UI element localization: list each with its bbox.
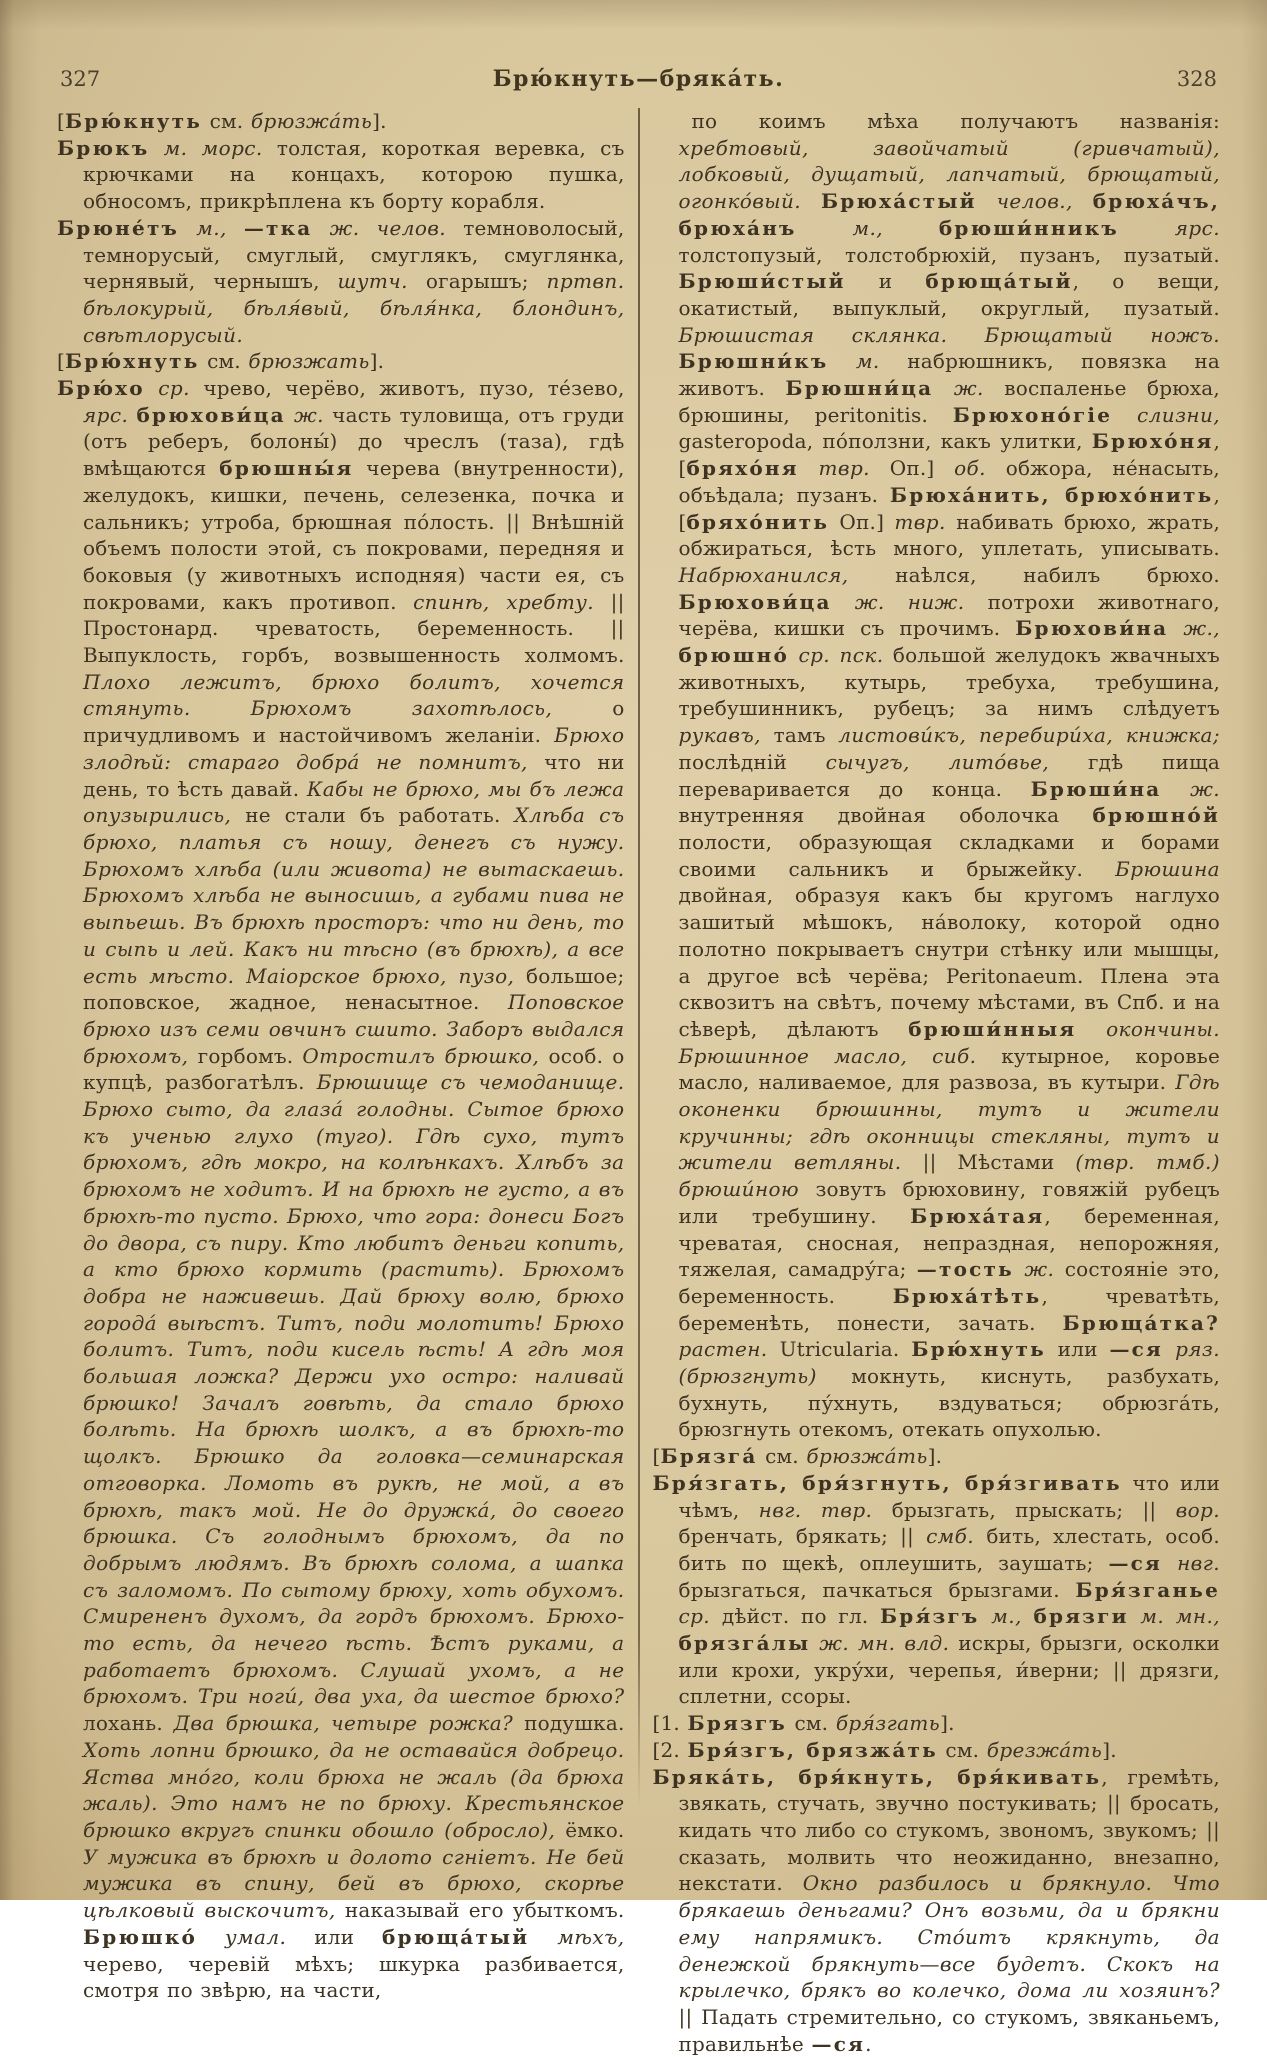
text-segment: бренчать, брякать; || — [678, 1524, 927, 1549]
entry-bryazga-ref — [653, 1443, 1221, 1470]
text-segment: Набрюханился, — [678, 562, 896, 587]
text-segment: Брюха́стый — [820, 189, 977, 214]
text-segment: Брюшни́ца — [785, 376, 934, 401]
text-segment: брязги — [1033, 1604, 1129, 1629]
text-segment: нвг. твр. — [758, 1497, 892, 1522]
text-segment: м., — [979, 1604, 1034, 1629]
text-segment: ярс. — [83, 402, 137, 427]
text-segment: не стали бъ работать. — [245, 803, 515, 828]
text-segment: —ся — [1108, 1550, 1163, 1575]
text-segment: или — [314, 1924, 383, 1949]
text-segment: Поповское брюхо изъ семи овчинъ сшито. Заборъ выдался брюхомъ, — [83, 990, 625, 1068]
text-segment: Два брюшка, четыре рожка? — [173, 1711, 525, 1736]
text-segment: см. — [786, 1711, 836, 1736]
text-segment: —тка — [243, 215, 313, 240]
text-segment: и — [845, 269, 926, 294]
text-segment: ж. мн. влд. — [810, 1631, 959, 1656]
text-segment: внутренняя двойная оболочка — [678, 803, 1093, 828]
text-segment: || Мѣстами — [922, 1150, 1076, 1175]
text-segment: Гдѣ оконенки брюшинны, тутъ и жители кручинны; гдѣ оконницы стекляны, тутъ и жители ветляны. — [678, 1070, 1220, 1175]
text-segment: Брю́кнуть — [65, 109, 203, 133]
text-segment: черева (внутренности), желудокъ, кишки, печень, селезенка, почка и сальникъ; утроба, брюшная по́лость. || Внѣшній объемъ полости этой, съ покровами, передняя и боковыя (у животныхъ исподняя) части ея, съ покровами, какъ противоп. — [83, 456, 625, 614]
text-segment: [ — [57, 349, 66, 374]
column-divider — [638, 108, 640, 1806]
text-segment: Utricularia. — [779, 1337, 912, 1362]
text-segment: Брязга́ — [660, 1444, 758, 1469]
text-segment: мокнуть, киснуть, разбухать, бухнуть, пу́хнуть, вздуваться; обрюзга́ть, брюзгнуть отекомъ, отекать опухолью. — [678, 1364, 1220, 1442]
text-segment: состояніе это, беременность. — [678, 1257, 1220, 1308]
text-segment: Брюне́тъ — [57, 215, 180, 240]
running-title: Брю́кнуть—бряка́ть. — [492, 66, 785, 92]
text-segment: брюши́нникъ — [938, 215, 1119, 240]
text-segment: м. — [828, 349, 908, 374]
text-segment: Брязгъ — [687, 1711, 787, 1736]
text-segment: набрюшникъ, повязка на животъ. — [678, 349, 1220, 401]
text-segment: см. — [757, 1444, 807, 1469]
entry-bryukhnut-ref — [57, 348, 625, 375]
text-segment: Брюшина — [1115, 856, 1220, 881]
text-segment: Окно разбилось и брякнуло. Что брякаешь деньгами? Онъ возьми, да и брякни ему напрямикъ. Сто́итъ крякнуть, да денежкой брякнуть—все будетъ. Скокъ на крылечко, брякъ во колечко, дома ли хозяинъ? — [678, 1871, 1220, 2003]
text-segment: см. — [202, 109, 251, 133]
text-segment: Бря́згать, бря́згнуть, бря́згивать — [652, 1470, 1122, 1495]
text-segment: брюха́чъ, брюха́нъ — [678, 189, 1220, 240]
text-segment: твр. — [798, 456, 890, 481]
text-segment: послѣдній — [678, 749, 826, 774]
text-segment: смб. — [926, 1524, 987, 1549]
text-segment: ярс. — [1118, 215, 1220, 240]
text-segment: мѣхъ, — [529, 1924, 625, 1949]
text-segment: , [ — [678, 429, 1220, 481]
text-segment: бряхо́нить — [686, 509, 830, 534]
entry-bryunet — [57, 215, 625, 349]
text-segment: брюща́тый — [925, 269, 1073, 294]
text-segment: Брюхо́ня — [1091, 429, 1214, 454]
entry-bryazg-ref-2 — [653, 1737, 1221, 1764]
text-segment: или — [1045, 1337, 1110, 1362]
text-segment: челов., — [976, 189, 1093, 214]
text-segment: растен. — [678, 1337, 780, 1362]
text-segment: Брюхо злодѣй: стараго добра́ не помнитъ, — [83, 723, 625, 774]
text-segment: ж. — [1161, 776, 1220, 801]
text-segment: огарышъ; — [425, 269, 547, 294]
text-segment: потрохи животнаго, черёва, кишки съ прочимъ. — [678, 589, 1220, 641]
text-segment: Брюшище съ чемоданище. Брюхо сыто, да глаза́ голодны. Сытое брюхо къ ученью глухо (туго). Гдѣ сухо, тутъ брюхомъ, гдѣ мокро, на колѣнкахъ. Хлѣбъ за брюхомъ не ходитъ. И на брюхѣ не густо, а въ брюхѣ-то пусто. Брюхо, что гора: донеси Богъ до двора, съ пиру. Кто любитъ деньги копить, а кто брюхо кормить (растить). Брюхомъ добра не наживешь. Дай брюху волю, брюхо города́ выѣстъ. Титъ, поди молотить! Брюхо болитъ. Титъ, поди кисель ѣсть! А гдѣ моя большая ложка? Держи ухо остро: наливай брюшко! Зачалъ говѣть, да стало брюхо болѣть. На брюхѣ шолкъ, а въ брюхѣ-то щолкъ. Брюшко да головка—семинарская отговорка. Ломоть въ рукѣ, не мой, а въ брюхѣ, такъ мой. Не до дружка́, до своего брюшка. Съ голоднымъ брюхомъ, да по добрымъ людямъ. Въ брюхѣ солома, а шапка съ заломомъ. По сытому брюху, хоть обухомъ. Смирененъ духомъ, да гордъ брюхомъ. Брюхо-то есть, да нечего ѣсть. Ѣстъ руками, а работаетъ брюхомъ. Слушай ухомъ, а не брюхомъ. Три ноги́, два уха, да шестое брюхо? — [83, 1070, 625, 1709]
text-segment: искры, брызги, осколки или крохи, укру́хи, черепья, и́верни; || дрязги, сплетни, ссоры. — [678, 1631, 1220, 1709]
text-segment: большой желудокъ жвачныхъ животныхъ, кутырь, требуха, требушина, требушинникъ, рубецъ; за нимъ слѣдуетъ — [678, 643, 1220, 721]
text-segment: черево, черевій мѣхъ; шкурка разбивается, смотря по звѣрю, на части, — [83, 1951, 625, 2003]
text-segment: набивать брюхо, жрать, обжираться, ѣсть много, уплетать, уписывать. — [678, 509, 1221, 561]
text-segment: брюши́нныя — [908, 1016, 1077, 1041]
text-segment: темноволосый, темнорусый, смуглый, смуглякъ, смуглянка, чернявый, чернышъ, — [83, 215, 625, 294]
text-segment: брюшны́я — [219, 456, 354, 481]
text-segment: лохань. — [83, 1711, 174, 1736]
text-segment: обжора, не́насыть, объѣдала; пузанъ. — [678, 456, 1220, 507]
text-segment: , гремѣть, звякать, стучать, звучно постукивать; || бросать, кидать что либо со стукомъ, звономъ, звукомъ; || сказать, молвить что неожиданно, внезапно, некстати. — [678, 1764, 1220, 1896]
text-segment: ]. — [927, 1444, 943, 1469]
text-segment: твр. — [894, 509, 957, 534]
text-segment: м. морс. — [149, 135, 277, 160]
text-segment: брезжа́ть — [986, 1737, 1103, 1762]
text-segment: чрево, черёво, животъ, пузо, те́зево, — [203, 376, 625, 401]
entry-bryazgat — [653, 1470, 1221, 1710]
text-segment: Брюшни́къ — [678, 349, 829, 374]
text-segment: см. — [199, 349, 249, 374]
right-column — [652, 108, 1221, 2056]
text-segment: горбомъ. — [197, 1043, 303, 1068]
text-segment: рукавъ, — [678, 723, 774, 748]
text-segment: брязга́лы — [678, 1631, 811, 1656]
text-segment: брызгать, прыскать; || — [891, 1497, 1176, 1522]
text-segment: о причудливомъ и настойчивомъ желаніи. — [83, 696, 625, 748]
text-segment: бряхо́ня — [686, 456, 799, 481]
page-number-right: 328 — [1176, 67, 1217, 91]
text-segment: толстопузый, толстобрюхій, пузанъ, пузатый. — [678, 242, 1220, 267]
text-segment: , беременная, чреватая, сносная, непраздная, непорожняя, тяжелая, самадру́га; — [678, 1203, 1220, 1282]
text-segment: ср. пск. — [789, 643, 893, 668]
text-segment: Брю́хнуть — [65, 349, 200, 374]
text-segment: Брюкъ — [57, 135, 150, 160]
text-segment: ряз. (брюзгнуть) — [678, 1337, 1220, 1389]
text-segment: Брюща́тка? — [1062, 1310, 1220, 1335]
text-segment: ]. — [1102, 1737, 1117, 1762]
text-segment: Бряка́ть, бря́кнуть, бря́кивать — [652, 1764, 1102, 1789]
text-segment: ]. — [940, 1711, 955, 1736]
text-segment: дѣйст. по гл. — [721, 1604, 881, 1629]
text-segment: || Простонард. чреватость, беременность. || Выпуклость, горбъ, возвышенность холмомъ. — [83, 589, 625, 668]
text-segment: зовутъ брюховину, говяжій рубецъ или требушину. — [678, 1177, 1220, 1228]
text-segment: Бря́зганье — [1075, 1577, 1220, 1602]
text-segment: [ — [652, 1444, 661, 1469]
text-segment: бить, хлестать, особ. бить по щекѣ, оплеушить, заушать; — [678, 1524, 1220, 1575]
text-segment: часть туловища, отъ груди (отъ реберъ, болоны́) до чреслъ (таза), гдѣ вмѣщаются — [83, 402, 625, 481]
text-segment: большое; поповское, жадное, ненасытное. — [83, 963, 625, 1015]
text-segment: У мужика въ брюхѣ и долото сгніетъ. Не бей мужика въ спину, бей въ брюхо, скорѣе цѣлковый выскочитъ, — [83, 1844, 625, 1923]
text-segment: ]. — [369, 349, 385, 374]
text-segment: ж. — [285, 402, 333, 427]
text-segment: брызгаться, пачкаться брызгами. — [678, 1577, 1076, 1602]
text-segment: м. мн., — [1128, 1604, 1220, 1629]
text-segment: ср. — [678, 1604, 722, 1629]
text-segment: гдѣ пища переваривается до конца. — [678, 749, 1220, 801]
text-segment: шутч. — [337, 269, 426, 294]
text-segment: Оп.] — [889, 456, 955, 481]
text-segment: спинѣ, хребту. — [413, 589, 611, 614]
text-segment: Бря́згъ, брязжа́ть — [687, 1737, 938, 1762]
text-segment: двойная, образуя какъ бы кругомъ наглухо зашитый мѣшокъ, на́волоку, которой одно полотно покрываетъ снутри стѣнку или мышцы, а другое всѣ черёва; Peritonaeum. Плена эта сквозитъ на свѣтъ, почему мѣстами, въ Спб. и на сѣверѣ, дѣлаютъ — [678, 883, 1220, 1041]
text-segment: об. — [954, 456, 1006, 481]
text-segment: gasteropoda, по́ползни, какъ улитки, — [678, 429, 1092, 454]
text-segment: Кабы не брюхо, мы бъ лежа опузырились, — [83, 776, 625, 828]
text-segment: умал. — [197, 1924, 315, 1949]
text-segment: ж. — [1013, 1257, 1065, 1282]
text-segment: —тость — [916, 1257, 1014, 1282]
text-segment: Брюши́на — [1030, 776, 1162, 801]
text-segment: листови́къ, перебири́ха, книжка; — [838, 723, 1220, 748]
text-segment: Брюха́нить, брюхо́нить — [889, 482, 1214, 507]
text-segment: ёмко. — [565, 1818, 625, 1842]
text-segment: ж. челов. — [312, 215, 464, 240]
text-segment: ср. — [144, 376, 204, 401]
text-segment: Брюхоно́гіе — [952, 402, 1113, 427]
text-segment: м., — [179, 215, 244, 240]
text-segment: . — [865, 2031, 872, 2056]
text-segment: брюхови́ца — [136, 402, 286, 427]
text-segment: толстая, короткая веревка, съ крючками на концахъ, которою пушка, обносомъ, прикрѣплена къ борту корабля. — [83, 135, 625, 214]
text-segment: по коимъ мѣха получаютъ названія: — [691, 109, 1220, 133]
text-segment: ж. — [933, 376, 1005, 401]
page-header — [60, 66, 1217, 92]
text-segment: что или чѣмъ, — [678, 1470, 1221, 1522]
text-segment: Хлѣба съ брюхо, платья съ ношу, денегъ съ нужу. Брюхомъ хлѣба (или живота) не вытаскаешь. Брюхомъ хлѣба не выносишь, а губами пива не выпьешь. Въ брюхѣ просторъ: что ни день, то и сыпь и лей. Какъ ни тѣсно (въ брюхѣ), а все есть мѣсто. Маіорское брюхо, пузо, — [83, 803, 625, 988]
entry-bryuknut-ref — [57, 108, 625, 135]
text-segment: Брюха́тѣть — [892, 1283, 1042, 1308]
text-segment: слизни, — [1112, 402, 1220, 427]
text-segment: —ся — [811, 2031, 866, 2056]
text-segment: Брюшко́ — [83, 1924, 198, 1949]
text-segment: Брю́хо — [57, 376, 145, 401]
text-segment: брюшно́й — [1092, 803, 1220, 828]
text-segment: что ни день, то ѣсть давай. — [83, 749, 625, 801]
entry-bryakat — [653, 1764, 1221, 2057]
left-column — [57, 108, 625, 2003]
entry-bryukho — [57, 375, 625, 2004]
page-body — [57, 108, 1221, 2056]
text-segment: [2. — [652, 1737, 688, 1762]
text-segment: кутырное, коровье масло, наливаемое, для развоза, въ кутыри. — [678, 1043, 1220, 1095]
text-segment: брюзжа́ть — [806, 1444, 928, 1469]
text-segment: ж. ниж. — [831, 589, 988, 614]
text-segment: брюща́тый — [382, 1924, 530, 1949]
text-segment: брюшно́ — [678, 643, 790, 668]
text-segment: Брюхови́на — [1015, 616, 1169, 641]
text-segment: окончины. Брюшинное масло, сиб. — [678, 1016, 1221, 1068]
text-segment: ж., — [1168, 616, 1220, 641]
page-number-left: 327 — [60, 67, 101, 91]
text-segment: подушка. — [524, 1711, 625, 1736]
entry-bryuk — [57, 135, 625, 215]
text-segment: пртвп. бѣлокурый, бѣля́вый, бѣля́нка, блондинъ, свѣтлорусый. — [83, 269, 625, 347]
text-segment: || Падать стремительно, со стукомъ, звяканьемъ, правильнѣе — [678, 2004, 1220, 2056]
text-segment: м., — [796, 215, 939, 240]
text-segment: Брюха́тая — [910, 1203, 1045, 1228]
text-segment: наѣлся, набилъ брюхо. — [895, 562, 1220, 587]
text-segment: —ся — [1109, 1337, 1164, 1362]
text-segment: вор. — [1175, 1497, 1221, 1522]
text-segment: особ. о купцѣ, разбогатѣлъ. — [83, 1043, 625, 1095]
text-segment: воспаленье брюха, брюшины, peritonitis. — [678, 376, 1220, 427]
text-segment: ]. — [372, 109, 387, 133]
text-segment: хребтовый, завойчатый (гривчатый), лобковый, дущатый, лапчатый, брющатый, огонко́вый. — [678, 135, 1220, 214]
text-segment: Отростилъ брюшко, — [302, 1043, 549, 1068]
entry-bryukho-continuation — [653, 108, 1221, 1443]
text-segment: Брюхови́ца — [678, 589, 832, 614]
text-segment: , [ — [678, 482, 1220, 534]
text-segment: брюзжа́ть — [250, 109, 373, 133]
text-segment: (твр. тмб.) брюши́ною — [678, 1150, 1220, 1202]
text-segment: Бря́згъ — [880, 1604, 980, 1629]
text-segment: нвг. — [1162, 1550, 1220, 1575]
text-segment: см. — [937, 1737, 987, 1762]
text-segment: наказывай его убыткомъ. — [344, 1898, 625, 1923]
text-segment: Оп.] — [829, 509, 895, 534]
text-segment: [1. — [652, 1711, 688, 1736]
text-segment: Хоть лопни брюшко, да не оставайся добрецо. Яства мно́го, коли брюха не жаль (да брюха жаль). Это намъ не по брюху. Крестьянское брюшко вкругъ спинки обошло (обросло), — [83, 1737, 625, 1842]
text-segment: сычугъ, лито́вье, — [825, 749, 1088, 774]
text-segment: Брюши́стый — [678, 269, 846, 294]
text-segment: Плохо лежитъ, брюхо болитъ, хочется стянуть. Брюхомъ захотѣлось, — [83, 669, 625, 721]
text-segment: тамъ — [773, 723, 839, 748]
text-segment: брюзжать — [248, 349, 370, 374]
text-segment: Брюшистая склянка. Брющатый ножъ. — [678, 322, 1220, 347]
text-segment: полости, образующая складками и борами своими сальникъ и брыжейку. — [678, 829, 1220, 881]
text-segment: [ — [57, 109, 66, 133]
entry-bryazg-ref-1 — [653, 1710, 1221, 1737]
text-segment: , чреватѣть, беременѣть, понести, зачать. — [678, 1283, 1220, 1335]
text-segment: , о вещи, окатистый, выпуклый, округлый, пузатый. — [678, 269, 1220, 320]
text-segment: бря́згать — [835, 1711, 941, 1736]
text-segment: Брю́хнуть — [911, 1337, 1046, 1362]
